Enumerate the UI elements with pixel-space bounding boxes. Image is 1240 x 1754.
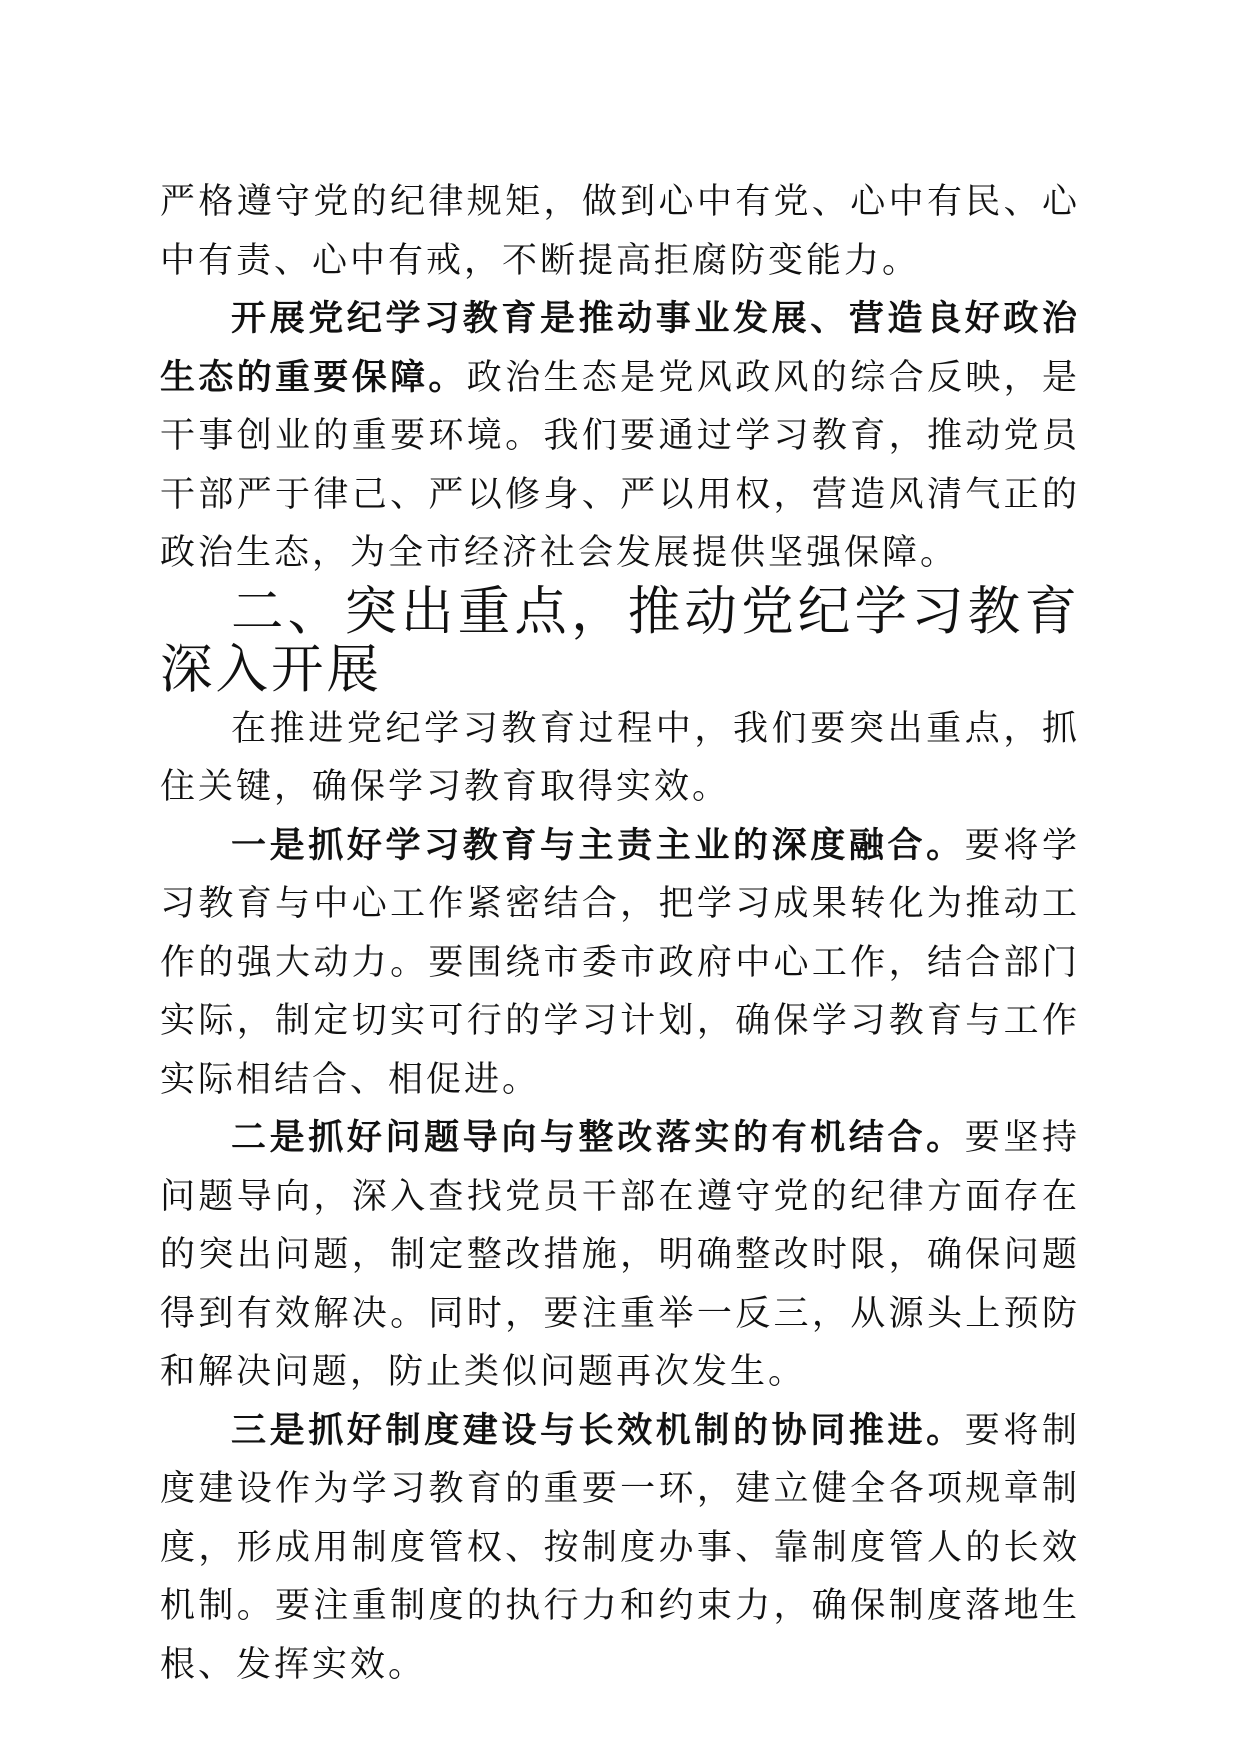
paragraph-text: 严格遵守党的纪律规矩，做到心中有党、心中有民、心中有责、心中有戒，不断提高拒腐防变能力。: [160, 182, 1080, 281]
paragraph-continuation: [160, 173, 1080, 290]
paragraph-intro: [160, 700, 1080, 817]
paragraph-text: 政治生态是党风政风的综合反映，是干事创业的重要环境。我们要通过学习教育，推动党员干部严于律己、严以修身、严以用权，营造风清气正的政治生态，为全市经济社会发展提供坚强保障。: [160, 357, 1080, 573]
paragraph-lead-bold: 三是抓好制度建设与长效机制的协同推进。: [231, 1409, 965, 1451]
paragraph-point-three: [160, 1402, 1080, 1695]
section-heading: 二、突出重点，推动党纪学习教育深入开展: [160, 580, 1080, 700]
paragraph-point-two: [160, 1109, 1080, 1402]
paragraph-text: 要将学习教育与中心工作紧密结合，把学习成果转化为推动工作的强大动力。要围绕市委市政府中心工作，结合部门实际，制定切实可行的学习计划，确保学习教育与工作实际相结合、相促进。: [160, 825, 1080, 1100]
paragraph-point-one: [160, 817, 1080, 1110]
document-page: [160, 173, 1080, 1694]
paragraph-lead-bold: 开展党纪学习教育是推动事业发展、营造良好政治生态的重要保障。: [160, 298, 1080, 398]
paragraph-text: 要坚持问题导向，深入查找党员干部在遵守党的纪律方面存在的突出问题，制定整改措施，明确整改时限，确保问题得到有效解决。同时，要注重举一反三，从源头上预防和解决问题，防止类似问题再次发生。: [160, 1118, 1080, 1392]
paragraph-text: 在推进党纪学习教育过程中，我们要突出重点，抓住关键，确保学习教育取得实效。: [160, 708, 1080, 807]
paragraph-text: 要将制度建设作为学习教育的重要一环，建立健全各项规章制度，形成用制度管权、按制度办事、靠制度管人的长效机制。要注重制度的执行力和约束力，确保制度落地生根、发挥实效。: [160, 1410, 1080, 1685]
paragraph-political-ecology: [160, 290, 1080, 583]
paragraph-lead-bold: 一是抓好学习教育与主责主业的深度融合。: [231, 824, 965, 866]
paragraph-lead-bold: 二是抓好问题导向与整改落实的有机结合。: [231, 1117, 965, 1158]
